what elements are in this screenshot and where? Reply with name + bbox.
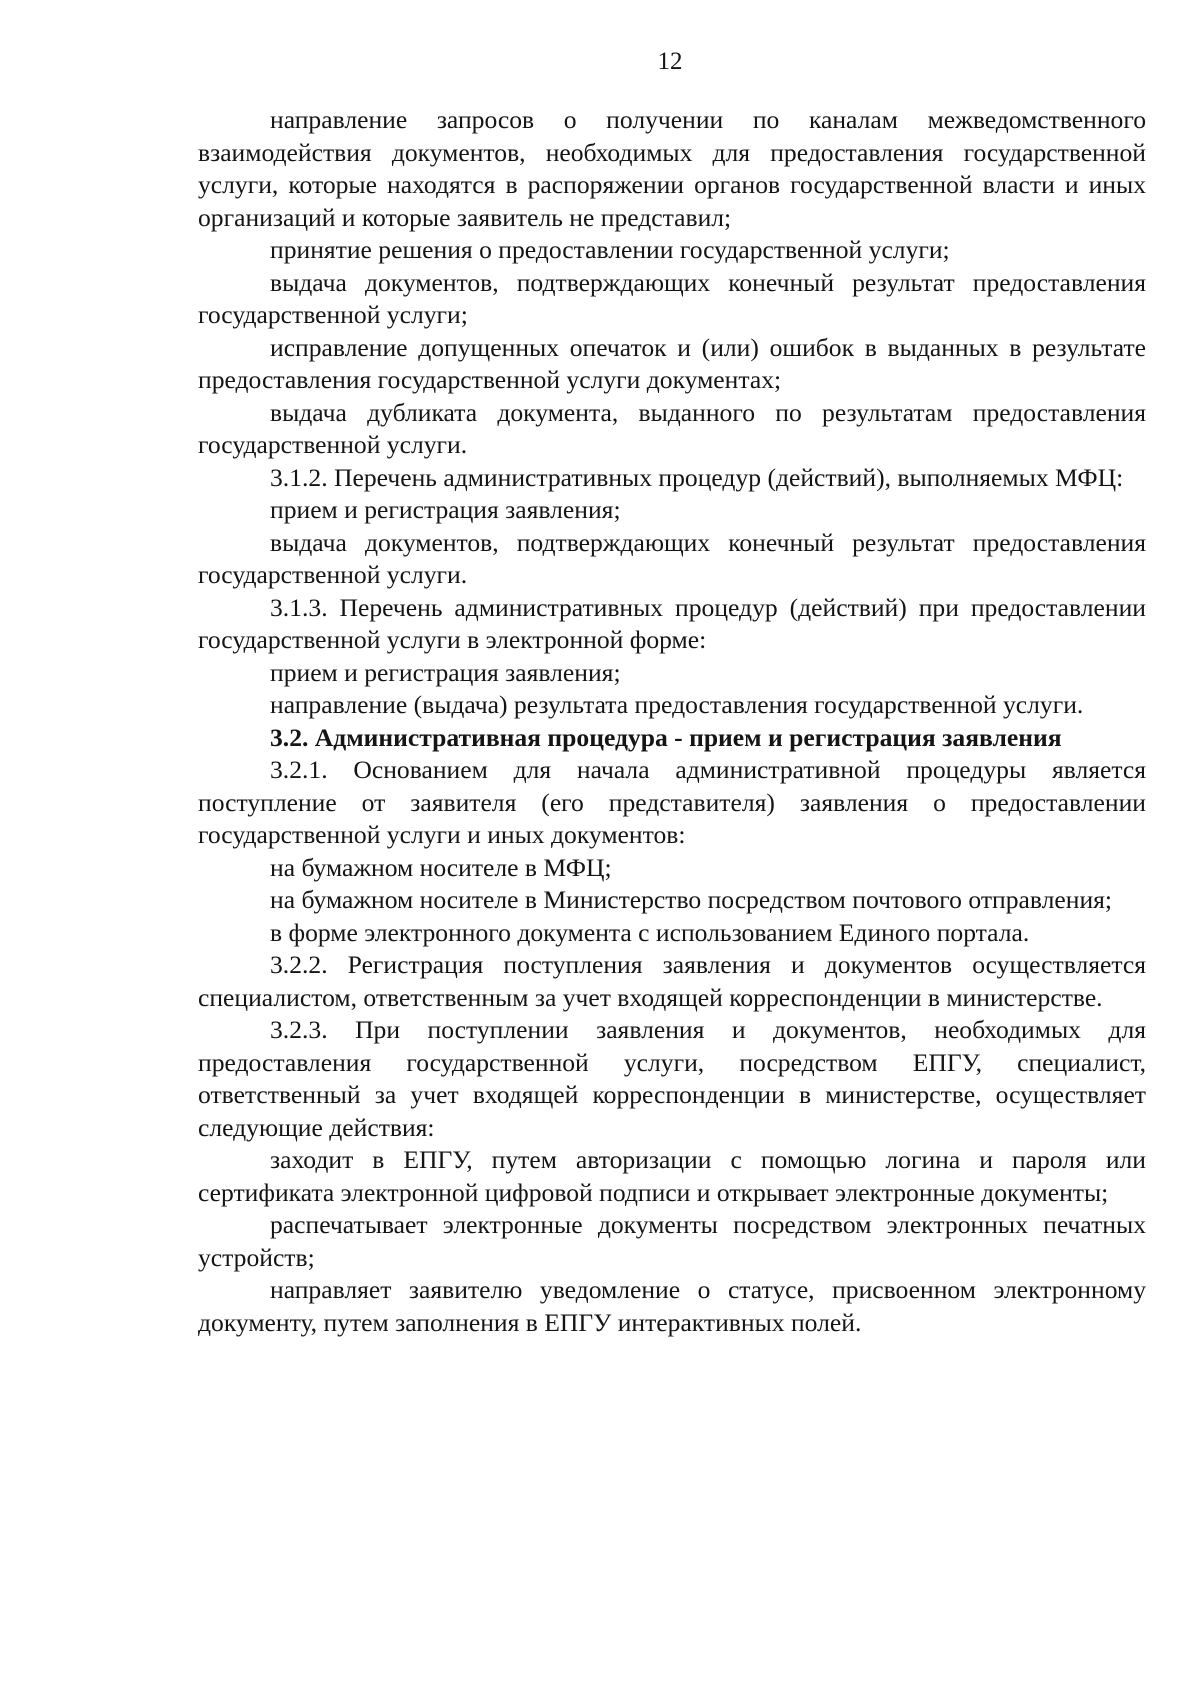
page-number: 12: [657, 48, 683, 75]
list-item-send-result: направление (выдача) результата предоставления государственной услуги.: [270, 690, 1084, 719]
list-item-notify-applicant: направляет заявителю уведомление о статусе, присвоенном электронному документу, путем заполнения в ЕПГУ интерактивных полей.: [198, 1275, 1146, 1337]
list-item-interagency-requests: направление запросов о получении по каналам межведомственного взаимодействия документов, необходимых для предоставления государственной услуги, которые находятся в распоряжении органов государственной власти и иных организаций и которые заявитель не представил;: [198, 105, 1146, 232]
section-heading-3-2: 3.2. Административная процедура - прием и регистрация заявления: [270, 722, 1062, 752]
list-item-decision: принятие решения о предоставлении государственной услуги;: [270, 235, 950, 264]
list-item-paper-mfc: на бумажном носителе в МФЦ;: [270, 852, 612, 882]
list-item-print-documents: распечатывает электронные документы посредством электронных печатных устройств;: [198, 1210, 1146, 1272]
list-item-paper-mail: на бумажном носителе в Министерство посредством почтового отправления;: [270, 885, 1113, 914]
clause-3-1-2: 3.1.2. Перечень административных процедур (действий), выполняемых МФЦ:: [270, 462, 1124, 492]
list-item-receive-register: прием и регистрация заявления;: [270, 495, 621, 524]
list-item-correct-errors: исправление допущенных опечаток и (или) ошибок в выданных в результате предоставления государственной услуги документах;: [198, 332, 1146, 394]
list-item-issue-result-documents: выдача документов, подтверждающих конечный результат предоставления государственной услуги.: [198, 527, 1146, 589]
clause-3-2-1: 3.2.1. Основанием для начала административной процедуры является поступление от заявителя (его представителя) заявления о предоставлении государственной услуги и иных документов:: [198, 755, 1146, 849]
list-item-issue-documents: выдача документов, подтверждающих конечный результат предоставления государственной услуги;: [198, 267, 1146, 329]
clause-3-2-3: 3.2.3. При поступлении заявления и документов, необходимых для предоставления государственной услуги, посредством ЕПГУ, специалист, ответственный за учет входящей корреспонденции в министерстве, осуществляет следующие действия:: [198, 1015, 1146, 1142]
list-item-issue-duplicate: выдача дубликата документа, выданного по результатам предоставления государственной услуги.: [198, 397, 1146, 459]
clause-3-1-3: 3.1.3. Перечень административных процедур (действий) при предоставлении государственной услуги в электронной форме:: [198, 592, 1146, 654]
list-item-electronic-portal: в форме электронного документа с использованием Единого портала.: [270, 917, 1030, 947]
list-item-receive-register-electronic: прием и регистрация заявления;: [270, 657, 621, 687]
clause-3-2-2: 3.2.2. Регистрация поступления заявления и документов осуществляется специалистом, ответственным за учет входящей корреспонденции в министерстве.: [198, 950, 1146, 1012]
list-item-login-epgu: заходит в ЕПГУ, путем авторизации с помощью логина и пароля или сертификата электронной цифровой подписи и открывает электронные документы;: [198, 1145, 1146, 1207]
document-body: [198, 104, 1146, 1339]
